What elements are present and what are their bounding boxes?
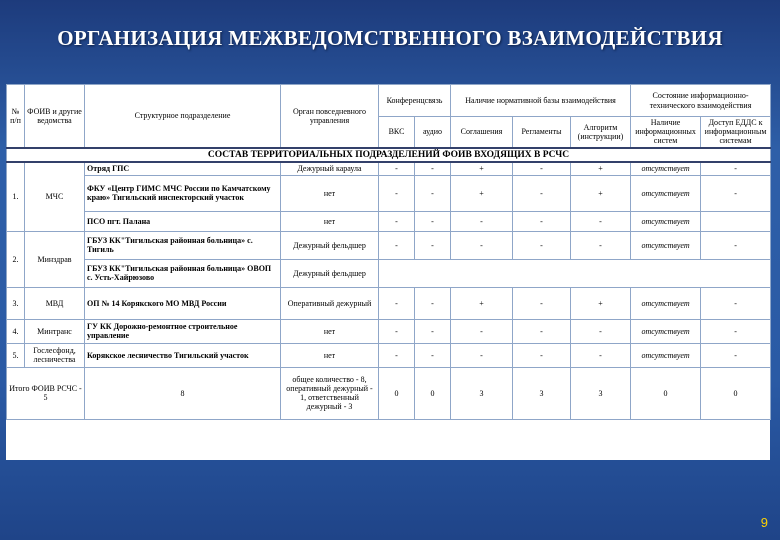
cell-info-sys: отсутствует: [631, 231, 701, 259]
total-regulations: 3: [513, 367, 571, 419]
total-access: 0: [701, 367, 771, 419]
row-unit: ГУ КК Дорожно-ремонтное строительное управление: [85, 319, 281, 343]
row-mgmt: нет: [281, 211, 379, 231]
row-mgmt: нет: [281, 343, 379, 367]
cell-vks: -: [379, 287, 415, 319]
table-row: [7, 162, 771, 175]
total-info-sys: 0: [631, 367, 701, 419]
header-row-1: [7, 85, 771, 117]
header-audio: аудио: [415, 117, 451, 148]
header-agreements: Соглашения: [451, 117, 513, 148]
header-norm: Наличие нормативной базы взаимодействия: [451, 85, 631, 117]
header-regulations: Регламенты: [513, 117, 571, 148]
row-unit: ОП № 14 Корякского МО МВД России: [85, 287, 281, 319]
row-unit: Корякское лесничество Тигильский участок: [85, 343, 281, 367]
cell-vks: -: [379, 319, 415, 343]
table-row: [7, 175, 771, 211]
cell-access: [701, 211, 771, 231]
header-state: Состояние информационно-технического взаимодействия: [631, 85, 771, 117]
row-unit: ГБУЗ КК"Тигильская районная больница» ОВОП с. Усть-Хайрюзово: [85, 259, 281, 287]
cell-regulations: -: [513, 162, 571, 175]
cell-access: -: [701, 319, 771, 343]
table-row: [7, 231, 771, 259]
row-agency: МВД: [25, 287, 85, 319]
header-access: Доступ ЕДДС к информационным системам: [701, 117, 771, 148]
cell-access: -: [701, 162, 771, 175]
total-row: [7, 367, 771, 419]
cell-regulations: -: [513, 319, 571, 343]
total-algorithms: 3: [571, 367, 631, 419]
cell-info-sys: отсутствует: [631, 343, 701, 367]
cell-agreements: -: [451, 343, 513, 367]
cell-vks: -: [379, 175, 415, 211]
row-unit: ПСО пгт. Палана: [85, 211, 281, 231]
cell-vks: -: [379, 211, 415, 231]
row-agency: Гослесфонд, лесничества: [25, 343, 85, 367]
empty-cells: [379, 259, 771, 287]
section-row: [7, 148, 771, 163]
cell-access: -: [701, 343, 771, 367]
cell-algorithms: -: [571, 231, 631, 259]
cell-regulations: -: [513, 231, 571, 259]
cell-agreements: -: [451, 231, 513, 259]
data-table: [6, 84, 771, 420]
total-units: 8: [85, 367, 281, 419]
cell-info-sys: отсутствует: [631, 175, 701, 211]
cell-audio: -: [415, 211, 451, 231]
row-unit: ГБУЗ КК"Тигильская районная больница» с. Тигиль: [85, 231, 281, 259]
total-vks: 0: [379, 367, 415, 419]
cell-algorithms: +: [571, 162, 631, 175]
row-agency: Минздрав: [25, 231, 85, 287]
cell-algorithms: -: [571, 343, 631, 367]
row-num: 5.: [7, 343, 25, 367]
cell-audio: -: [415, 231, 451, 259]
cell-access: -: [701, 231, 771, 259]
row-mgmt: Дежурный фельдшер: [281, 231, 379, 259]
cell-access: -: [701, 175, 771, 211]
cell-audio: -: [415, 319, 451, 343]
row-unit: ФКУ «Центр ГИМС МЧС России по Камчатскому краю» Тигильский инспекторский участок: [85, 175, 281, 211]
header-algorithms: Алгоритм (инструкции): [571, 117, 631, 148]
cell-audio: -: [415, 162, 451, 175]
cell-audio: -: [415, 287, 451, 319]
cell-algorithms: -: [571, 319, 631, 343]
cell-regulations: -: [513, 211, 571, 231]
row-num: 3.: [7, 287, 25, 319]
row-unit: Отряд ГПС: [85, 162, 281, 175]
cell-agreements: +: [451, 175, 513, 211]
header-info-sys: Наличие информационных систем: [631, 117, 701, 148]
cell-algorithms: +: [571, 175, 631, 211]
slide-number: 9: [760, 515, 768, 530]
total-agreements: 3: [451, 367, 513, 419]
header-conf: Конференцсвязь: [379, 85, 451, 117]
total-label: Итого ФОИВ РСЧС - 5: [7, 367, 85, 419]
cell-vks: -: [379, 231, 415, 259]
cell-regulations: -: [513, 175, 571, 211]
table-row: [7, 259, 771, 287]
cell-algorithms: +: [571, 287, 631, 319]
cell-info-sys: отсутствует: [631, 162, 701, 175]
row-mgmt: нет: [281, 175, 379, 211]
row-num: 1.: [7, 162, 25, 231]
cell-vks: -: [379, 343, 415, 367]
table-row: [7, 211, 771, 231]
page-title: ОРГАНИЗАЦИЯ МЕЖВЕДОМСТВЕННОГО ВЗАИМОДЕЙСТВИЯ: [57, 26, 723, 50]
row-agency: МЧС: [25, 162, 85, 231]
header-agency: ФОИВ и другие ведомства: [25, 85, 85, 148]
header-unit: Структурное подразделение: [85, 85, 281, 148]
interagency-table: [6, 84, 770, 460]
cell-regulations: -: [513, 343, 571, 367]
cell-vks: -: [379, 162, 415, 175]
cell-audio: -: [415, 343, 451, 367]
cell-access: -: [701, 287, 771, 319]
table-row: [7, 287, 771, 319]
table-row: [7, 319, 771, 343]
cell-algorithms: -: [571, 211, 631, 231]
cell-agreements: +: [451, 162, 513, 175]
header-mgmt: Орган повседневного управления: [281, 85, 379, 148]
cell-audio: -: [415, 175, 451, 211]
cell-agreements: -: [451, 211, 513, 231]
cell-regulations: -: [513, 287, 571, 319]
cell-info-sys: отсутствует: [631, 211, 701, 231]
row-mgmt: Дежурный караула: [281, 162, 379, 175]
row-num: 2.: [7, 231, 25, 287]
row-agency: Минтранс: [25, 319, 85, 343]
header-vks: ВКС: [379, 117, 415, 148]
cell-info-sys: отсутствует: [631, 287, 701, 319]
row-num: 4.: [7, 319, 25, 343]
row-mgmt: Дежурный фельдшер: [281, 259, 379, 287]
cell-info-sys: отсутствует: [631, 319, 701, 343]
table-row: [7, 343, 771, 367]
cell-agreements: +: [451, 287, 513, 319]
header-num: № п/п: [7, 85, 25, 148]
total-audio: 0: [415, 367, 451, 419]
section-title: СОСТАВ ТЕРРИТОРИАЛЬНЫХ ПОДРАЗДЕЛЕНИЙ ФОИВ ВХОДЯЩИХ В РСЧС: [7, 148, 771, 163]
row-mgmt: нет: [281, 319, 379, 343]
total-mgmt: общее количество - 8, оперативный дежурный - 1, ответственный дежурный - 3: [281, 367, 379, 419]
cell-agreements: -: [451, 319, 513, 343]
row-mgmt: Оперативный дежурный: [281, 287, 379, 319]
